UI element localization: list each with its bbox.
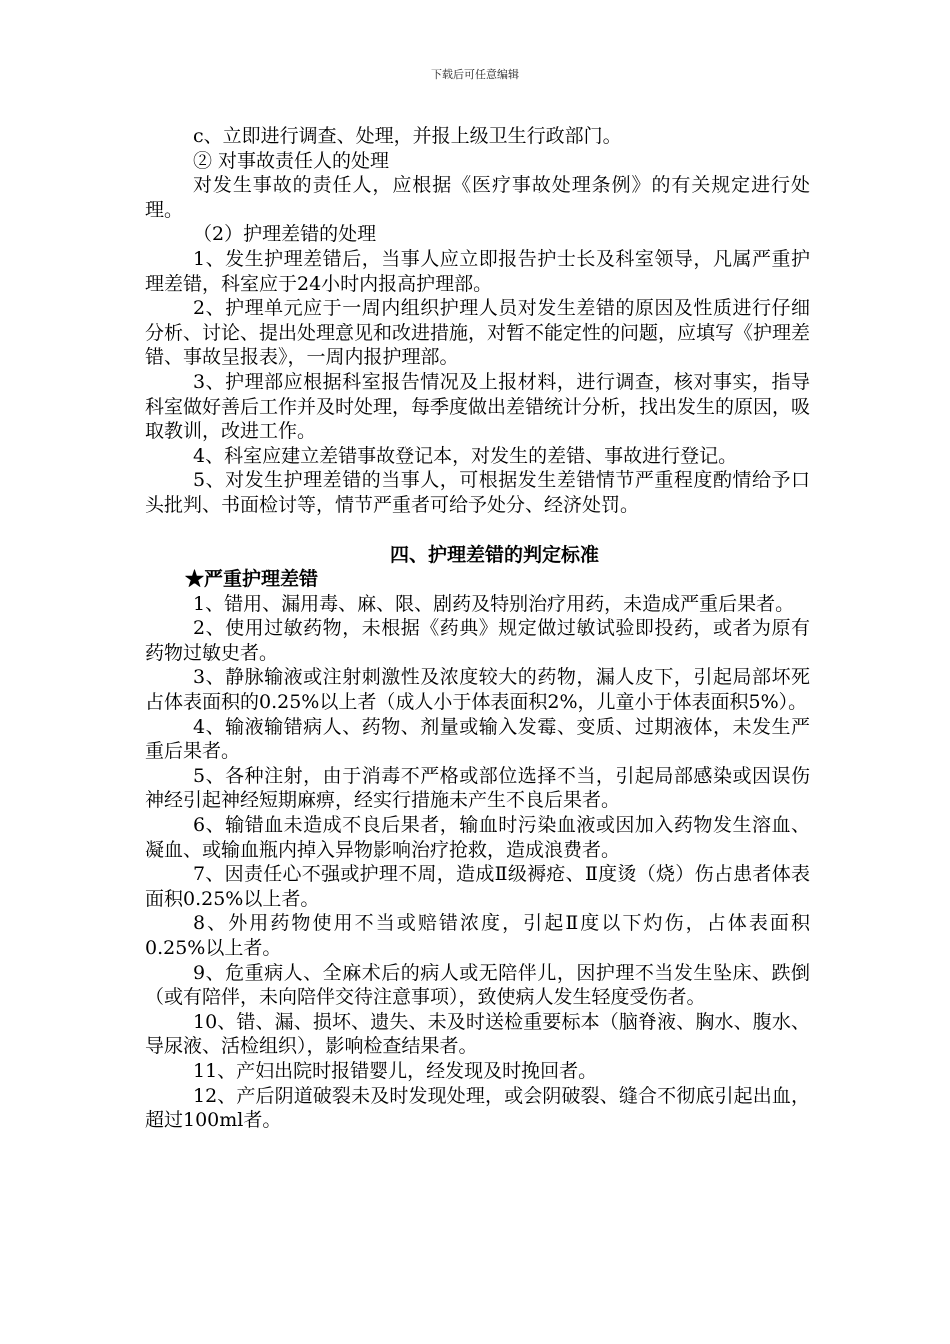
star-icon: ★ — [185, 568, 205, 591]
list-item: 9、危重病人、全麻术后的病人或无陪伴儿，因护理不当发生坠床、跌倒（或有陪伴，未向陪伴交待注意事项），致使病人发生轻度受伤者。 — [145, 961, 810, 1009]
paragraph: c、立即进行调查、处理，并报上级卫生行政部门。 — [193, 125, 622, 147]
list-item: 11、产妇出院时报错婴儿，经发现及时挽回者。 — [193, 1059, 598, 1082]
list-item: 4、输液输错病人、药物、剂量或输入发霉、变质、过期液体，未发生严重后果者。 — [145, 715, 810, 763]
list-item: 1、发生护理差错后，当事人应立即报告护士长及科室领导，凡属严重护理差错，科室应于24小时内报高护理部。 — [145, 247, 810, 295]
section-subtitle — [145, 567, 810, 592]
paragraph: 对发生事故的责任人，应根据《医疗事故处理条例》的有关规定进行处理。 — [145, 174, 810, 221]
list-item: 8、外用药物使用不当或赔错浓度，引起Ⅱ度以下灼伤，占体表面积0.25%以上者。 — [145, 912, 810, 959]
list-item: 6、输错血未造成不良后果者，输血时污染血液或因加入药物发生溶血、凝血、或输血瓶内掉入异物影响治疗抢救，造成浪费者。 — [145, 814, 810, 861]
list-item: 2、护理单元应于一周内组织护理人员对发生差错的原因及性质进行仔细分析、讨论、提出处理意见和改进措施，对暂不能定性的问题，应填写《护理差错、事故呈报表》，一周内报护理部。 — [145, 297, 811, 369]
list-item: 7、因责任心不强或护理不周，造成Ⅱ级褥疮、Ⅱ度烫（烧）伤占患者体表面积0.25%以上者。 — [145, 863, 810, 910]
page-header: 下载后可任意编辑 — [431, 68, 519, 81]
section-title: 四、护理差错的判定标准 — [389, 543, 599, 566]
list-item: 10、错、漏、损坏、遗失、未及时送检重要标本（脑脊液、胸水、腹水、导尿液、活检组织），影响检查结果者。 — [145, 1010, 810, 1058]
document-body — [145, 124, 810, 1133]
list-item: 1、错用、漏用毒、麻、限、剧药及特别治疗用药，未造成严重后果者。 — [193, 592, 795, 615]
subtitle-text: 严重护理差错 — [204, 568, 319, 591]
list-item: 12、产后阴道破裂未及时发现处理，或会阴破裂、缝合不彻底引起出血，超过100ml者。 — [145, 1084, 810, 1132]
list-item: 5、各种注射，由于消毒不严格或部位选择不当，引起局部感染或因误伤神经引起神经短期麻痹，经实行措施未产生不良后果者。 — [145, 764, 810, 812]
list-item: 2、使用过敏药物，未根据《药典》规定做过敏试验即投药，或者为原有药物过敏史者。 — [145, 617, 810, 664]
list-item: 3、静脉输液或注射刺激性及浓度较大的药物，漏人皮下，引起局部坏死占体表面积的0.25%以上者（成人小于体表面积2%，儿童小于体表面积5%）。 — [145, 666, 810, 714]
subheading: （2）护理差错的处理 — [193, 223, 377, 246]
list-item: 5、对发生护理差错的当事人，可根据发生差错情节严重程度酌情给予口头批判、书面检讨等，情节严重者可给予处分、经济处罚。 — [145, 469, 810, 516]
list-item: 4、科室应建立差错事故登记本，对发生的差错、事故进行登记。 — [193, 444, 738, 467]
list-item: 3、护理部应根据科室报告情况及上报材料，进行调查，核对事实，指导科室做好善后工作并及时处理，每季度做出差错统计分析，找出发生的原因，吸取教训，改进工作。 — [145, 370, 811, 443]
subheading: ② 对事故责任人的处理 — [193, 149, 390, 172]
